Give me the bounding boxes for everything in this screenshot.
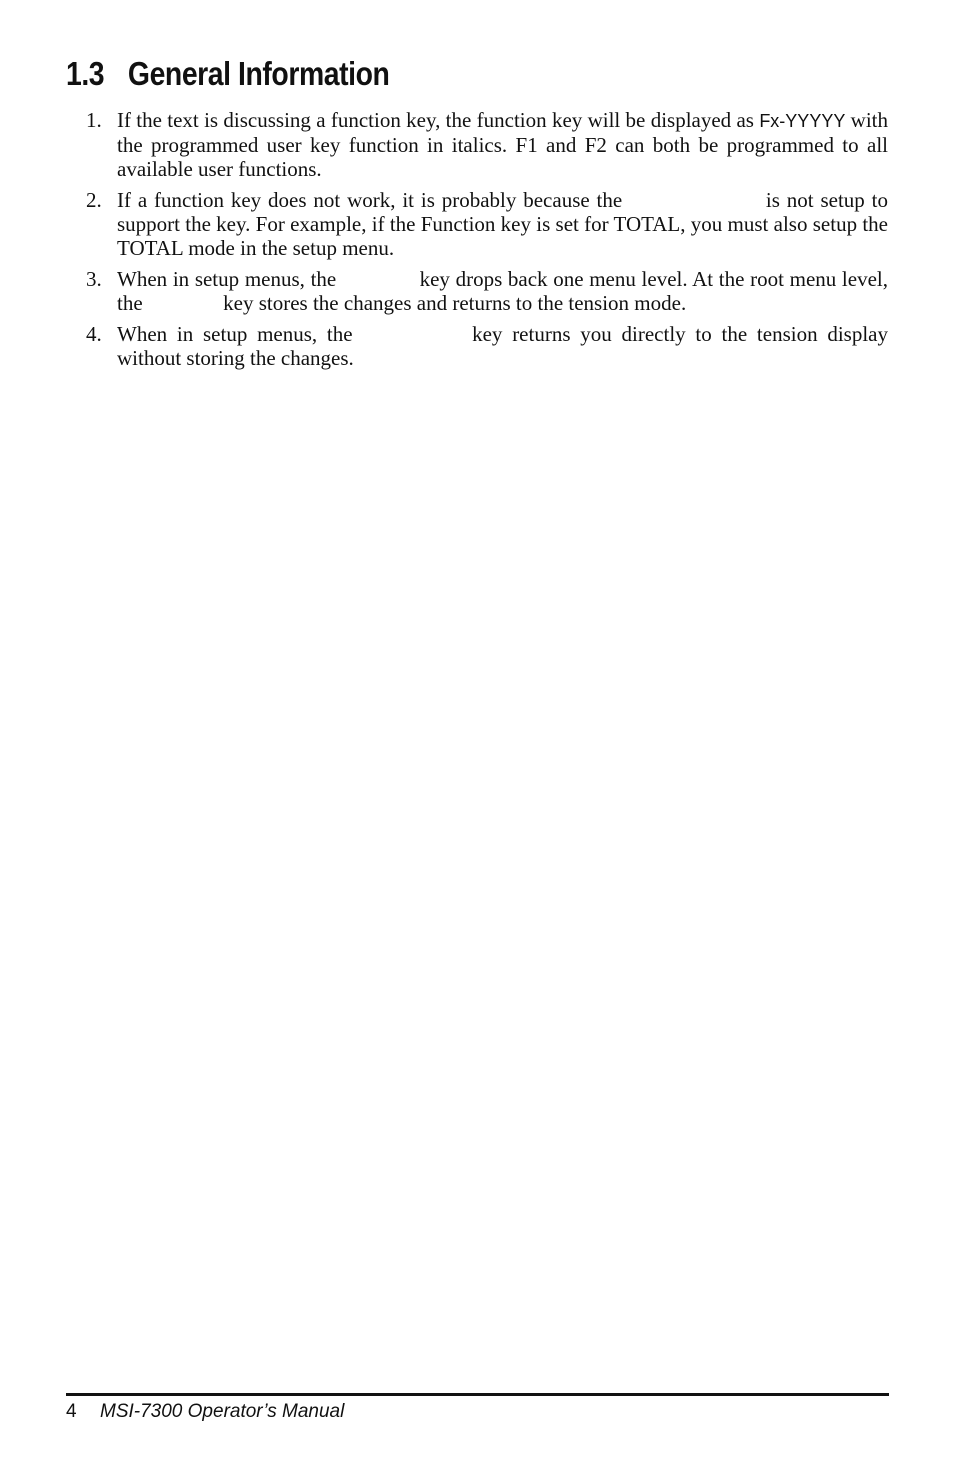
list-item-text: If a function key does not work, it is probably because the is not setup to support the key. For example, if the Function key is set for TOTAL, you must also setup the TOTAL mode in the setup menu. xyxy=(117,188,888,260)
list-item-text: When in setup menus, the key returns you directly to the tension display without storing the changes. xyxy=(117,322,889,370)
manual-title: MSI-7300 Operator’s Manual xyxy=(100,1401,345,1422)
list-item-text: When in setup menus, the key drops back one menu level. At the root menu level, the key stores the changes and returns to the tension mode. xyxy=(117,267,888,315)
list-item xyxy=(0,188,954,260)
list-marker: 3. xyxy=(86,267,102,291)
page-footer xyxy=(66,1400,344,1424)
section-number: 1.3 xyxy=(66,55,105,92)
numbered-list xyxy=(0,108,954,377)
list-item xyxy=(0,267,954,315)
section-heading xyxy=(66,52,389,96)
list-marker: 1. xyxy=(86,108,102,132)
list-marker: 4. xyxy=(86,322,102,346)
function-key-name: Fx-YYYYY xyxy=(759,111,846,131)
list-item xyxy=(0,108,954,181)
list-item-text: If the text is discussing a function key, the function key will be displayed as Fx-YYYYY with the programmed user key function in italics. F1 and F2 can both be programmed to all available user functions. xyxy=(117,108,888,181)
list-marker: 2. xyxy=(86,188,102,212)
page-number: 4 xyxy=(66,1401,77,1422)
list-item xyxy=(0,322,954,370)
section-title: General Information xyxy=(127,55,390,92)
footer-rule xyxy=(66,1393,889,1396)
